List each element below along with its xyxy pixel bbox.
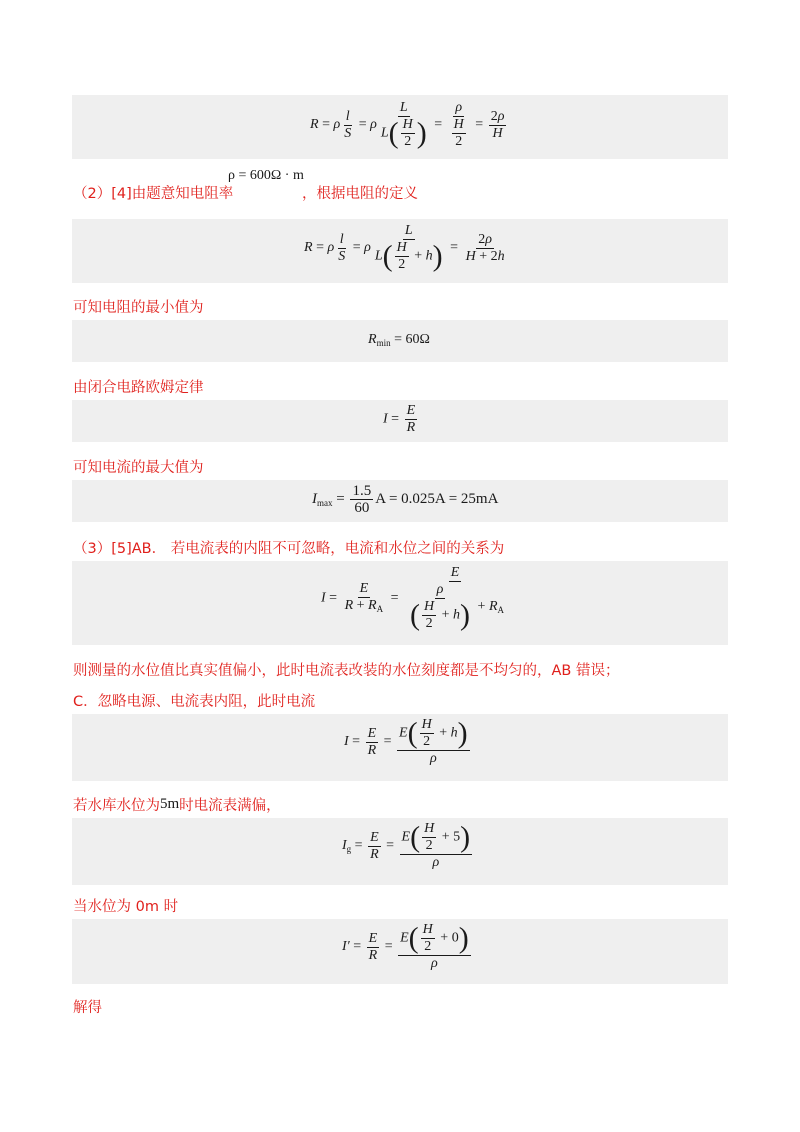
equation-box-9 [72, 919, 728, 984]
paragraph-solve: 解得 [73, 1000, 102, 1016]
resistivity-value: ρ = 600Ω · m [228, 168, 304, 183]
paragraph-c-intro: C．忽略电源、电流表内阻，此时电流 [73, 694, 316, 710]
equation-5: $I_{max}$ = $\frac{1.5}{60}$ A = 0.025A = 25mA [312, 483, 499, 516]
paragraph-ab-wrong: 则测量的水位值比真实值偏小，此时电流表改装的水位刻度都是不均匀的，AB 错误； [73, 663, 620, 679]
equation-9: I′ = $\frac{E}{R}$ = E( $\frac{H}{2}$ + 0) ρ [342, 921, 469, 971]
equation-6: I = $\frac{E}{R + R_A}$ = E ρ ( $\frac{H}{2}$ + h) + $R_A$ [321, 565, 505, 632]
equation-box-7 [72, 714, 728, 781]
equation-box-5 [72, 480, 728, 522]
equation-7: I = $\frac{E}{R}$ = E( $\frac{H}{2}$ + h) ρ [344, 716, 468, 766]
equation-2: R = ρ $\frac{l}{S}$ = ρ L L( $\frac{H}{2}$ + h) = $\frac{2\rho}{H + 2h}$ [304, 223, 505, 273]
full-scale-intro: 若水库水位为 [73, 798, 160, 814]
equation-box-3 [72, 320, 728, 362]
paragraph-zero-level: 当水位为 0m 时 [73, 899, 179, 915]
paragraph-part-3: （3）[5]AB． 若电流表的内阻不可忽略，电流和水位之间的关系为 [73, 541, 505, 557]
equation-8: $I_g$ = $\frac{E}{R}$ = E( $\frac{H}{2}$ + 5) ρ [342, 820, 471, 870]
paragraph-full-scale [73, 794, 281, 815]
paragraph-min-resistance: 可知电阻的最小值为 [73, 300, 204, 316]
equation-box-6 [72, 561, 728, 645]
equation-box-2 [72, 219, 728, 283]
equation-box-8 [72, 818, 728, 885]
paragraph-part-2-intro: （2）[4]由题意知电阻率 [73, 186, 234, 202]
paragraph-part-2-after: ，根据电阻的定义 [302, 186, 418, 202]
full-scale-outro: 时电流表满偏， [179, 798, 281, 814]
equation-1: R = ρ $\frac{l}{S}$ = ρ L L( $\frac{H}{2}$ ) = $\frac{\rho}{\frac{H}{2}}$ = $\frac{2\rho}{H}$ [310, 100, 505, 150]
equation-4: I = $\frac{E}{R}$ [383, 403, 416, 435]
equation-box-4 [72, 400, 728, 442]
paragraph-ohm-law: 由闭合电路欧姆定律 [73, 380, 204, 396]
equation-3: $R_{min} = 60\Omega$ [368, 332, 430, 348]
paragraph-part-2 [73, 182, 233, 203]
equation-box-1 [72, 95, 728, 159]
water-level-5m: 5m [160, 796, 180, 812]
paragraph-max-current: 可知电流的最大值为 [73, 460, 204, 476]
